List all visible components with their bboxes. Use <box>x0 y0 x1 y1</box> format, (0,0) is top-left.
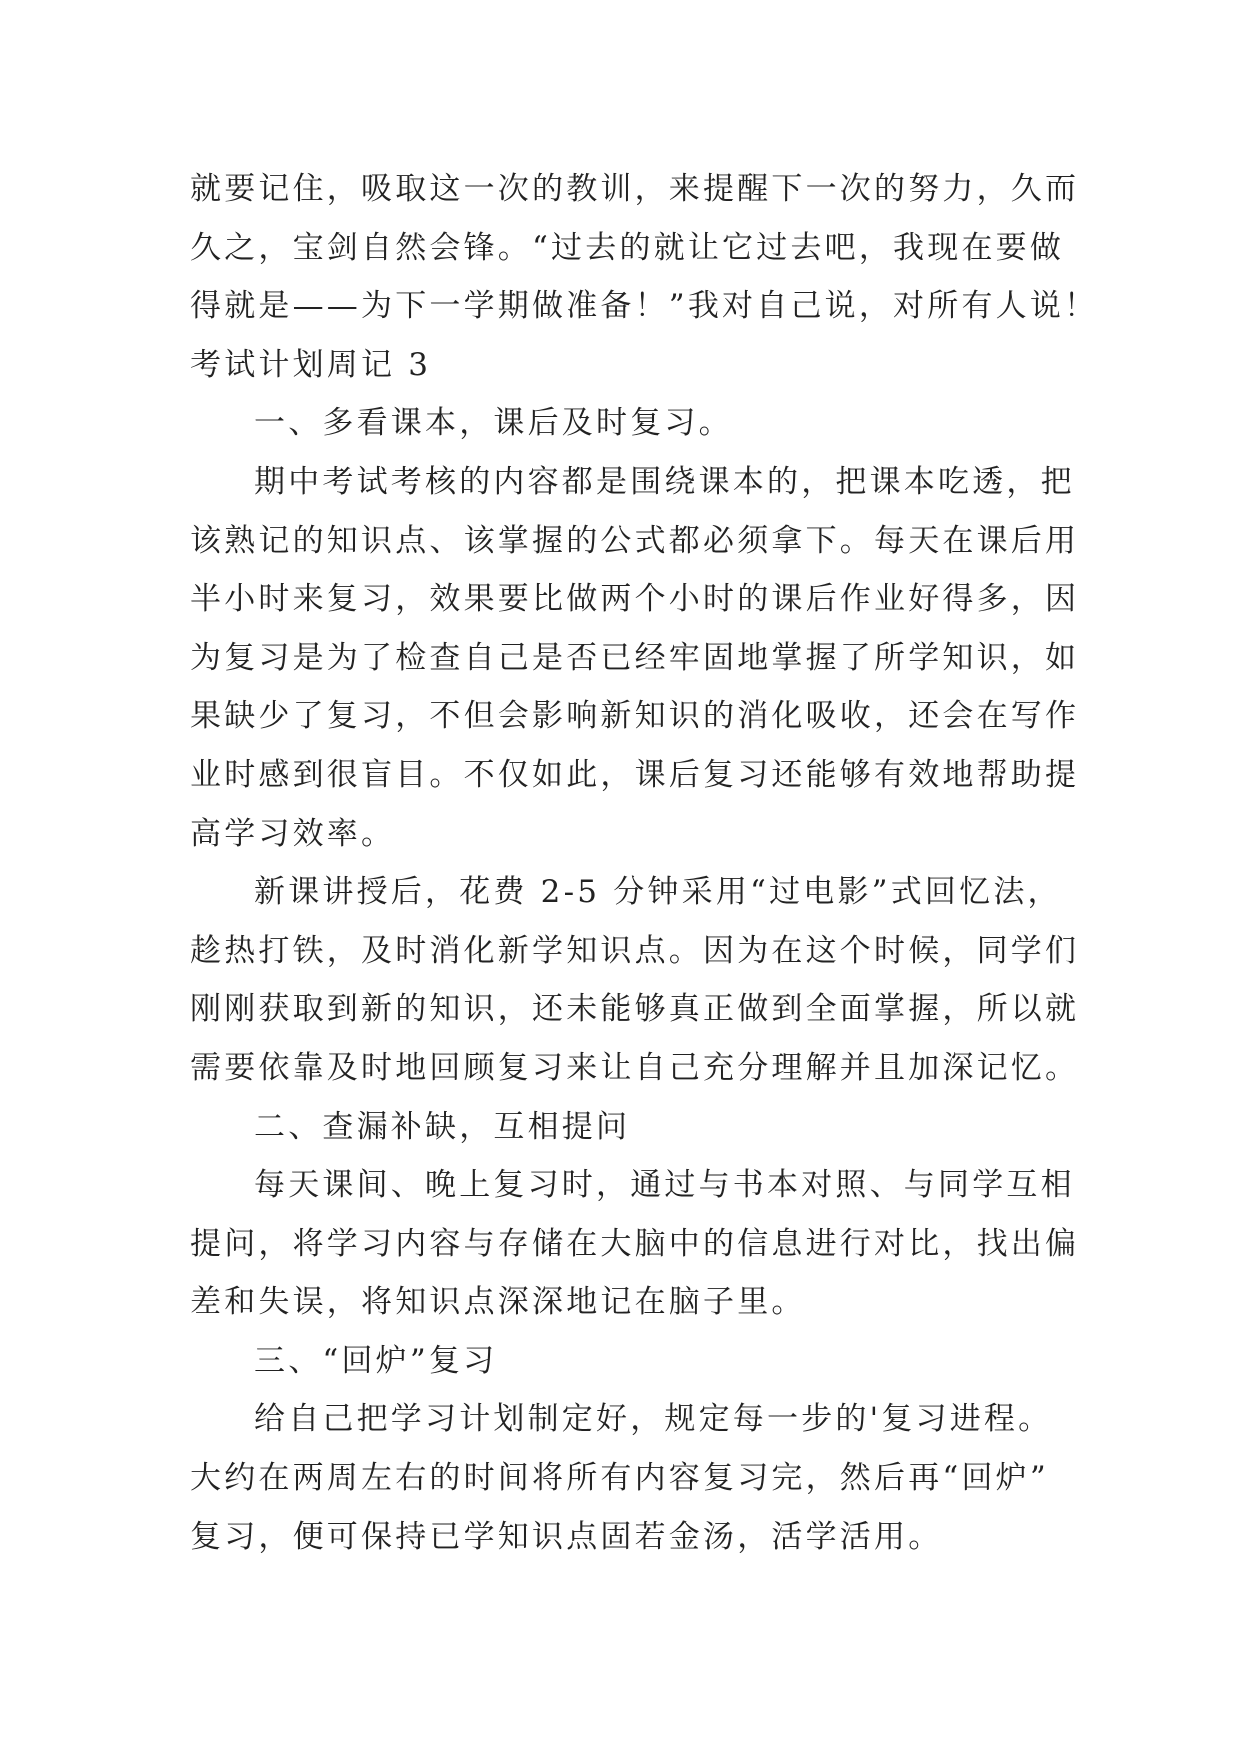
text-line: 每天课间、晚上复习时，通过与书本对照、与同学互相 <box>254 1167 1075 1204</box>
text-line: 该熟记的知识点、该掌握的公式都必须拿下。每天在课后用 <box>190 522 1080 559</box>
text-line: 趁热打铁，及时消化新学知识点。因为在这个时候，同学们 <box>190 932 1080 969</box>
text-line: 给自己把学习计划制定好，规定每一步的'复习进程。 <box>254 1401 1053 1438</box>
heading-1: 一、多看课本，课后及时复习。 <box>254 405 733 442</box>
heading-3: 三、“回炉”复习 <box>254 1342 498 1379</box>
text-line: 新课讲授后，花费 2-5 分钟采用“过电影”式回忆法， <box>254 874 1062 911</box>
text-line: 需要依靠及时地回顾复习来让自己充分理解并且加深记忆。 <box>190 1049 1080 1086</box>
text-line: 果缺少了复习，不但会影响新知识的消化吸收，还会在写作 <box>190 698 1080 735</box>
text-line: 期中考试考核的内容都是围绕课本的，把课本吃透，把 <box>254 463 1075 500</box>
document-body <box>190 160 1099 1566</box>
text-line: 半小时来复习，效果要比做两个小时的课后作业好得多，因 <box>190 581 1080 618</box>
text-line: 得就是——为下一学期做准备！”我对自己说，对所有人说！ <box>190 288 1099 325</box>
text-line: 业时感到很盲目。不仅如此，课后复习还能够有效地帮助提 <box>190 756 1080 793</box>
text-line: 差和失误，将知识点深深地记在脑子里。 <box>190 1284 806 1321</box>
section-title: 考试计划周记 3 <box>190 346 432 383</box>
heading-2: 二、查漏补缺，互相提问 <box>254 1108 631 1145</box>
text-line: 提问，将学习内容与存储在大脑中的信息进行对比，找出偏 <box>190 1225 1080 1262</box>
text-line: 复习，便可保持已学知识点固若金汤，活学活用。 <box>190 1518 943 1555</box>
text-line: 大约在两周左右的时间将所有内容复习完，然后再“回炉” <box>190 1460 1049 1497</box>
text-line: 高学习效率。 <box>190 815 396 852</box>
text-line: 刚刚获取到新的知识，还未能够真正做到全面掌握，所以就 <box>190 991 1080 1028</box>
text-line: 久之，宝剑自然会锋。“过去的就让它过去吧，我现在要做 <box>190 229 1065 266</box>
text-line: 为复习是为了检查自己是否已经牢固地掌握了所学知识，如 <box>190 639 1080 676</box>
text-line: 就要记住，吸取这一次的教训，来提醒下一次的努力，久而 <box>190 171 1080 207</box>
